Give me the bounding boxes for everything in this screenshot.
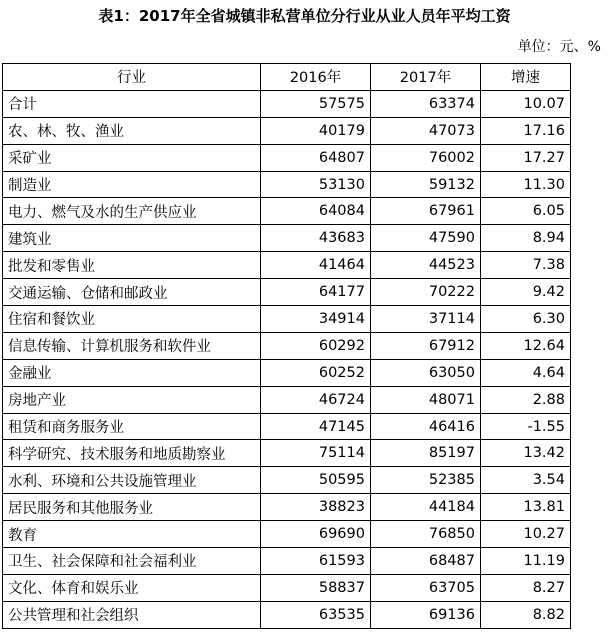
wage-2017-cell: 63374	[371, 90, 481, 117]
wage-2016-cell: 53130	[261, 171, 371, 198]
growth-rate-cell: 12.64	[481, 332, 571, 359]
wage-2017-cell: 69136	[371, 601, 481, 628]
wage-2016-cell: 50595	[261, 467, 371, 494]
growth-rate-cell: 10.27	[481, 521, 571, 548]
growth-rate-cell: 7.38	[481, 252, 571, 279]
industry-cell: 水利、环境和公共设施管理业	[3, 467, 261, 494]
wage-2017-cell: 47073	[371, 117, 481, 144]
wage-2017-cell: 48071	[371, 386, 481, 413]
table-row	[3, 601, 571, 628]
table-row	[3, 548, 571, 575]
table-row	[3, 467, 571, 494]
wage-2017-cell: 70222	[371, 279, 481, 306]
growth-rate-cell: 3.54	[481, 467, 571, 494]
wage-2017-cell: 46416	[371, 413, 481, 440]
table-row	[3, 279, 571, 306]
header-2017: 2017年	[371, 64, 481, 91]
table-row	[3, 144, 571, 171]
wage-2016-cell: 60252	[261, 359, 371, 386]
industry-cell: 批发和零售业	[3, 252, 261, 279]
table-row	[3, 306, 571, 333]
growth-rate-cell: 6.05	[481, 198, 571, 225]
table-row	[3, 171, 571, 198]
industry-cell: 制造业	[3, 171, 261, 198]
wage-2017-cell: 63050	[371, 359, 481, 386]
growth-rate-cell: 10.07	[481, 90, 571, 117]
table-row	[3, 386, 571, 413]
header-2016: 2016年	[261, 64, 371, 91]
table-row	[3, 574, 571, 601]
table-row	[3, 117, 571, 144]
industry-cell: 建筑业	[3, 225, 261, 252]
growth-rate-cell: -1.55	[481, 413, 571, 440]
industry-cell: 采矿业	[3, 144, 261, 171]
wage-2017-cell: 59132	[371, 171, 481, 198]
industry-cell: 租赁和商务服务业	[3, 413, 261, 440]
table-row	[3, 494, 571, 521]
industry-cell: 电力、燃气及水的生产供应业	[3, 198, 261, 225]
growth-rate-cell: 8.82	[481, 601, 571, 628]
wage-2017-cell: 68487	[371, 548, 481, 575]
table-row	[3, 413, 571, 440]
growth-rate-cell: 2.88	[481, 386, 571, 413]
growth-rate-cell: 11.30	[481, 171, 571, 198]
table-row	[3, 90, 571, 117]
table-body	[3, 90, 571, 628]
growth-rate-cell: 13.81	[481, 494, 571, 521]
industry-cell: 信息传输、计算机服务和软件业	[3, 332, 261, 359]
wage-2016-cell: 46724	[261, 386, 371, 413]
wage-2016-cell: 34914	[261, 306, 371, 333]
unit-label: 单位：元、%	[517, 39, 601, 55]
wage-2016-cell: 64177	[261, 279, 371, 306]
wage-2017-cell: 76002	[371, 144, 481, 171]
header-growth: 增速	[481, 64, 571, 91]
industry-cell: 房地产业	[3, 386, 261, 413]
industry-cell: 教育	[3, 521, 261, 548]
industry-cell: 交通运输、仓储和邮政业	[3, 279, 261, 306]
table-row	[3, 252, 571, 279]
growth-rate-cell: 17.16	[481, 117, 571, 144]
growth-rate-cell: 13.42	[481, 440, 571, 467]
wage-2017-cell: 44184	[371, 494, 481, 521]
table-row	[3, 198, 571, 225]
wage-2016-cell: 58837	[261, 574, 371, 601]
industry-cell: 农、林、牧、渔业	[3, 117, 261, 144]
table-row	[3, 225, 571, 252]
wage-2017-cell: 47590	[371, 225, 481, 252]
header-industry: 行业	[3, 64, 261, 91]
wage-2016-cell: 40179	[261, 117, 371, 144]
wage-2016-cell: 57575	[261, 90, 371, 117]
industry-cell: 卫生、社会保障和社会福利业	[3, 548, 261, 575]
industry-cell: 住宿和餐饮业	[3, 306, 261, 333]
wage-2016-cell: 61593	[261, 548, 371, 575]
industry-cell: 科学研究、技术服务和地质勘察业	[3, 440, 261, 467]
wage-2017-cell: 37114	[371, 306, 481, 333]
wage-2017-cell: 76850	[371, 521, 481, 548]
wage-2016-cell: 63535	[261, 601, 371, 628]
wage-2016-cell: 43683	[261, 225, 371, 252]
wage-2016-cell: 47145	[261, 413, 371, 440]
industry-cell: 合计	[3, 90, 261, 117]
wage-2016-cell: 41464	[261, 252, 371, 279]
wage-2016-cell: 64807	[261, 144, 371, 171]
table-row	[3, 359, 571, 386]
industry-cell: 金融业	[3, 359, 261, 386]
wage-table	[2, 63, 571, 629]
wage-2016-cell: 38823	[261, 494, 371, 521]
growth-rate-cell: 8.94	[481, 225, 571, 252]
wage-2017-cell: 67912	[371, 332, 481, 359]
header-row	[3, 64, 571, 91]
growth-rate-cell: 9.42	[481, 279, 571, 306]
growth-rate-cell: 11.19	[481, 548, 571, 575]
table-title: 表1：2017年全省城镇非私营单位分行业从业人员年平均工资	[98, 7, 511, 25]
wage-2016-cell: 69690	[261, 521, 371, 548]
growth-rate-cell: 17.27	[481, 144, 571, 171]
wage-2017-cell: 85197	[371, 440, 481, 467]
industry-cell: 文化、体育和娱乐业	[3, 574, 261, 601]
wage-2017-cell: 52385	[371, 467, 481, 494]
wage-2017-cell: 44523	[371, 252, 481, 279]
table-row	[3, 440, 571, 467]
table-row	[3, 521, 571, 548]
wage-2017-cell: 67961	[371, 198, 481, 225]
table-row	[3, 332, 571, 359]
wage-2016-cell: 64084	[261, 198, 371, 225]
industry-cell: 居民服务和其他服务业	[3, 494, 261, 521]
wage-2016-cell: 60292	[261, 332, 371, 359]
industry-cell: 公共管理和社会组织	[3, 601, 261, 628]
wage-2016-cell: 75114	[261, 440, 371, 467]
growth-rate-cell: 8.27	[481, 574, 571, 601]
growth-rate-cell: 4.64	[481, 359, 571, 386]
growth-rate-cell: 6.30	[481, 306, 571, 333]
wage-2017-cell: 63705	[371, 574, 481, 601]
